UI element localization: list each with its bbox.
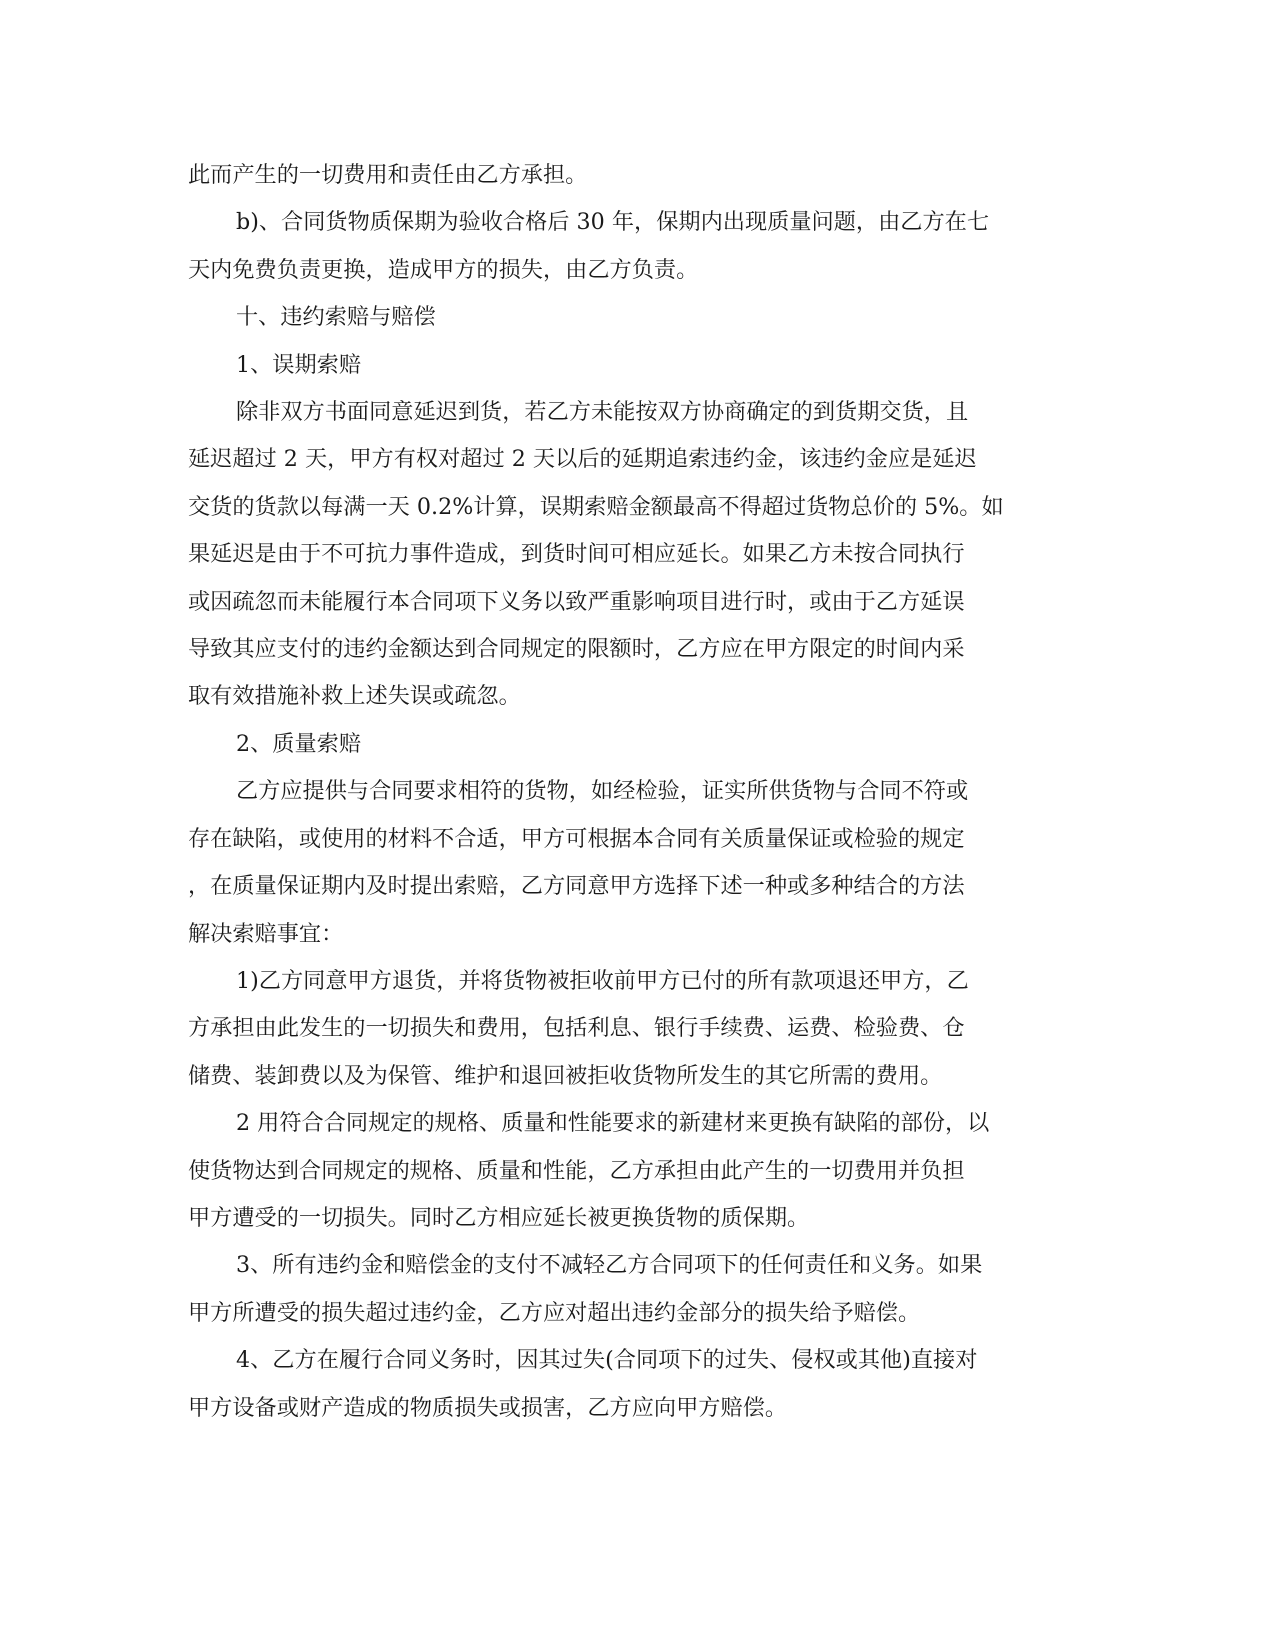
text-line: 方承担由此发生的一切损失和费用，包括利息、银行手续费、运费、检验费、仓 — [188, 1015, 965, 1042]
text-line: 4、乙方在履行合同义务时，因其过失(合同项下的过失、侵权或其他)直接对 — [236, 1347, 978, 1374]
document-body — [188, 152, 1088, 1432]
text-line: 导致其应支付的违约金额达到合同规定的限额时，乙方应在甲方限定的时间内采 — [188, 636, 965, 663]
text-line: 甲方所遭受的损失超过违约金，乙方应对超出违约金部分的损失给予赔偿。 — [188, 1299, 921, 1326]
text-line: 解决索赔事宜： — [188, 920, 344, 947]
section-heading-breach-compensation — [188, 294, 1088, 341]
text-line: 取有效措施补救上述失误或疏忽。 — [188, 683, 521, 710]
text-line: 3、所有违约金和赔偿金的支付不减轻乙方合同项下的任何责任和义务。如果 — [236, 1252, 983, 1279]
text-line: 2、质量索赔 — [236, 730, 362, 757]
subheading-delay-claim — [188, 342, 1088, 389]
text-line: b)、合同货物质保期为验收合格后 30 年，保期内出现质量问题，由乙方在七 — [236, 209, 990, 236]
text-line: 除非双方书面同意延迟到货，若乙方未能按双方协商确定的到货期交货，且 — [236, 399, 969, 426]
paragraph-warranty-period — [188, 199, 1088, 294]
paragraph-quality-claim — [188, 768, 1088, 958]
text-line: 储费、装卸费以及为保管、维护和退回被拒收货物所发生的其它所需的费用。 — [188, 1062, 943, 1089]
text-line: 延迟超过 2 天，甲方有权对超过 2 天以后的延期追索违约金，该违约金应是延迟 — [188, 446, 977, 473]
paragraph-delay-claim — [188, 389, 1088, 721]
text-line: 1、误期索赔 — [236, 351, 362, 378]
text-line: 甲方设备或财产造成的物质损失或损害，乙方应向甲方赔偿。 — [188, 1394, 788, 1421]
paragraph-return-goods — [188, 958, 1088, 1100]
paragraph-replace-defective — [188, 1100, 1088, 1242]
text-line: 使货物达到合同规定的规格、质量和性能，乙方承担由此产生的一切费用并负担 — [188, 1157, 965, 1184]
paragraph-property-damage — [188, 1337, 1088, 1432]
subheading-quality-claim — [188, 721, 1088, 768]
text-line: 2 用符合合同规定的规格、质量和性能要求的新建材来更换有缺陷的部份，以 — [236, 1110, 990, 1137]
text-line: ，在质量保证期内及时提出索赔，乙方同意甲方选择下述一种或多种结合的方法 — [188, 873, 965, 900]
text-line: 天内免费负责更换，造成甲方的损失，由乙方负责。 — [188, 256, 699, 283]
text-line: 十、违约索赔与赔偿 — [236, 304, 436, 331]
text-line: 甲方遭受的一切损失。同时乙方相应延长被更换货物的质保期。 — [188, 1204, 810, 1231]
text-line: 乙方应提供与合同要求相符的货物，如经检验，证实所供货物与合同不符或 — [236, 778, 969, 805]
text-line: 或因疏忽而未能履行本合同项下义务以致严重影响项目进行时，或由于乙方延误 — [188, 588, 965, 615]
text-line: 果延迟是由于不可抗力事件造成，到货时间可相应延长。如果乙方未按合同执行 — [188, 541, 965, 568]
paragraph-liability-not-reduced — [188, 1242, 1088, 1337]
text-line: 交货的货款以每满一天 0.2%计算，误期索赔金额最高不得超过货物总价的 5%。如 — [188, 493, 1004, 520]
text-line: 此而产生的一切费用和责任由乙方承担。 — [188, 162, 588, 188]
text-line: 存在缺陷，或使用的材料不合适，甲方可根据本合同有关质量保证或检验的规定 — [188, 825, 965, 852]
text-line: 1)乙方同意甲方退货，并将货物被拒收前甲方已付的所有款项退还甲方，乙 — [236, 967, 969, 994]
paragraph-cost-responsibility — [188, 152, 1088, 199]
